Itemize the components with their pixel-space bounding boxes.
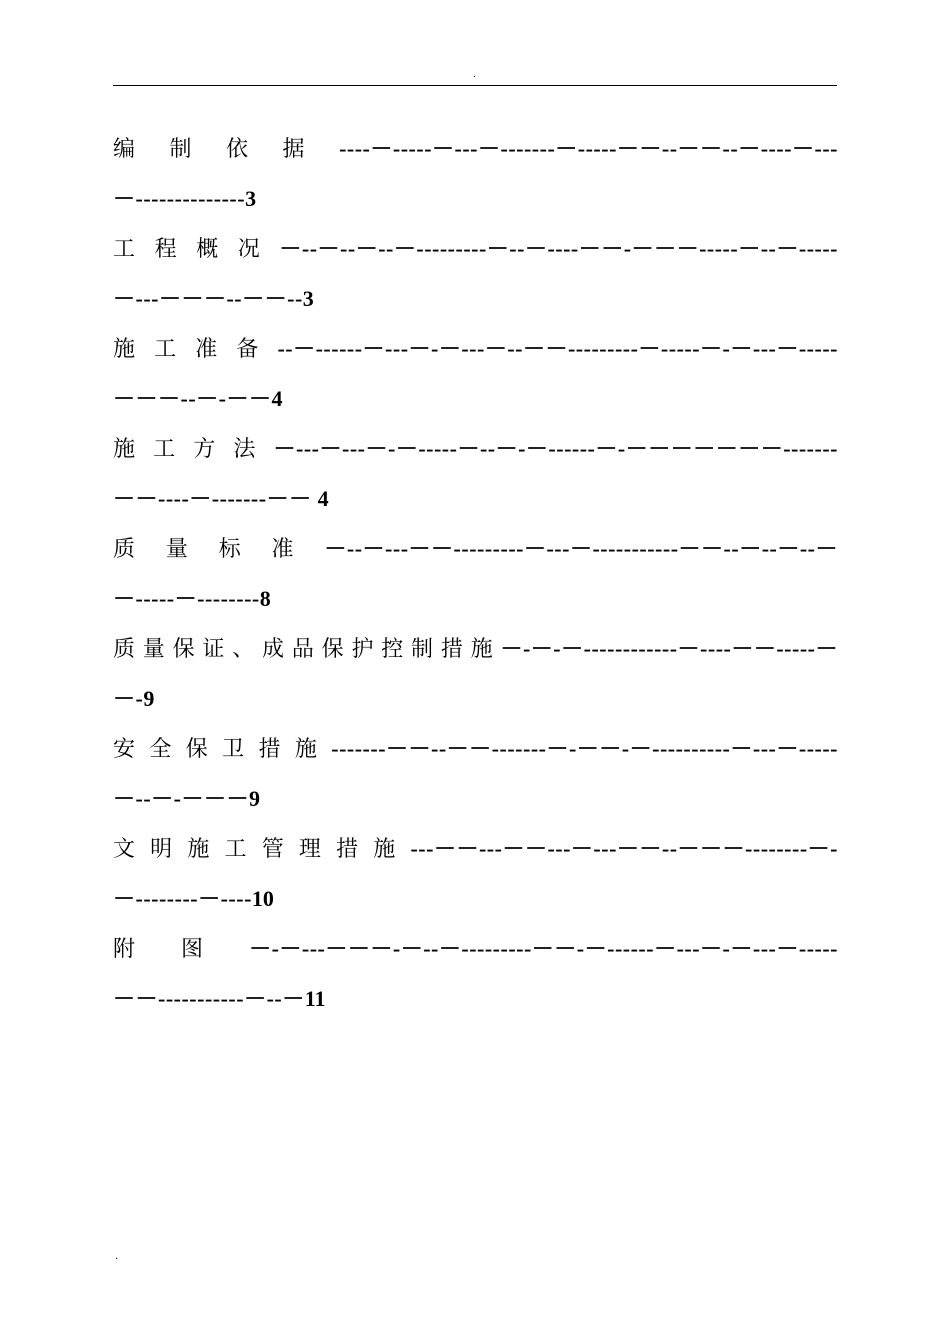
- toc-leader: －-: [113, 686, 144, 711]
- toc-entry-shigong-fangfa[interactable]: [113, 424, 838, 524]
- header-rule: [113, 85, 837, 86]
- toc-leader: －－－--－-－－: [113, 386, 272, 411]
- toc-line-first: [113, 624, 838, 674]
- toc-line-first: [113, 324, 838, 374]
- toc-title: 质量标准: [113, 537, 325, 562]
- toc-line-second: [113, 974, 838, 1024]
- toc-leader: －--------－----: [113, 886, 252, 911]
- toc-leader: ---－－---－－---－---－－--－－－--------－-: [410, 836, 838, 861]
- toc-leader: －--－---－－---------－---－-----------－－--－--－--－: [324, 536, 838, 561]
- toc-page-number: 3: [245, 186, 257, 211]
- toc-line-second: [113, 474, 838, 524]
- table-of-contents: [113, 124, 838, 1024]
- toc-entry-zhiliang-biaozhun[interactable]: [113, 524, 838, 624]
- toc-line-first: [113, 224, 838, 274]
- toc-entry-gongcheng-gaikuang[interactable]: [113, 224, 838, 324]
- toc-entry-bianzhi-yiju[interactable]: [113, 124, 838, 224]
- toc-leader: －--------------: [113, 186, 246, 211]
- toc-title: 质量保证、成品保护控制措施: [113, 637, 501, 662]
- toc-title: 编制依据: [113, 137, 340, 162]
- toc-entry-wenming-shigong[interactable]: [113, 824, 838, 924]
- toc-line-first: [113, 424, 838, 474]
- toc-line-second: [113, 274, 838, 324]
- toc-leader: －---－---－-－-----－--－-－------－-－－－－－－－-------: [273, 436, 838, 461]
- toc-leader: －---－－－--－－--: [113, 286, 303, 311]
- toc-line-second: [113, 874, 838, 924]
- toc-title: 安全保卫措施: [113, 737, 332, 762]
- toc-title: 工程概况: [113, 237, 280, 262]
- toc-page-number: 8: [259, 586, 271, 611]
- toc-line-second: [113, 574, 838, 624]
- toc-leader: ----－-----－---－-------－-----－－--－－--－----－---: [339, 136, 838, 161]
- toc-page-number: 10: [251, 886, 274, 911]
- toc-title: 附图: [113, 937, 250, 962]
- toc-line-first: [113, 724, 838, 774]
- toc-line-second: [113, 674, 838, 724]
- toc-entry-futu[interactable]: [113, 924, 838, 1024]
- footer-mark: .: [115, 1251, 119, 1262]
- toc-entry-shigong-zhunbei[interactable]: [113, 324, 838, 424]
- toc-leader: －--－--－--－---------－--－----－－-－－－-----－--－-----: [279, 236, 838, 261]
- toc-line-second: [113, 774, 838, 824]
- toc-leader: --－------－---－-－---－--－－---------－-----－-－---－-----: [277, 336, 838, 361]
- toc-entry-zhiliang-baozheng[interactable]: [113, 624, 838, 724]
- toc-line-second: [113, 174, 838, 224]
- toc-title: 施工方法: [113, 437, 274, 462]
- toc-page-number: 4: [317, 486, 329, 511]
- toc-page-number: 9: [248, 786, 260, 811]
- toc-line-second: [113, 374, 838, 424]
- toc-leader: －-----－--------: [113, 586, 260, 611]
- toc-line-first: [113, 824, 838, 874]
- toc-page-number: 3: [302, 286, 314, 311]
- toc-entry-anquan-baowei[interactable]: [113, 724, 838, 824]
- toc-leader: －－-----------－--－: [113, 986, 305, 1011]
- toc-line-first: [113, 124, 838, 174]
- toc-title: 施工准备: [113, 337, 278, 362]
- toc-leader: -------－－--－－-------－-－－-－----------－---－-----: [331, 736, 838, 761]
- toc-leader: －－----－-------－－: [113, 486, 318, 511]
- toc-title: 文明施工管理措施: [113, 837, 411, 862]
- toc-page-number: 11: [304, 986, 326, 1011]
- toc-page-number: 9: [143, 686, 155, 711]
- toc-page-number: 4: [271, 386, 283, 411]
- header-mark: .: [473, 69, 477, 80]
- toc-line-first: [113, 924, 838, 974]
- toc-leader: －-－---－－－-－--－---------－－-－------－---－-－---－-----: [249, 936, 838, 961]
- toc-line-first: [113, 524, 838, 574]
- toc-leader: －--－-－－－: [113, 786, 249, 811]
- toc-leader: －-－-－------------－----－－-----－: [500, 636, 838, 661]
